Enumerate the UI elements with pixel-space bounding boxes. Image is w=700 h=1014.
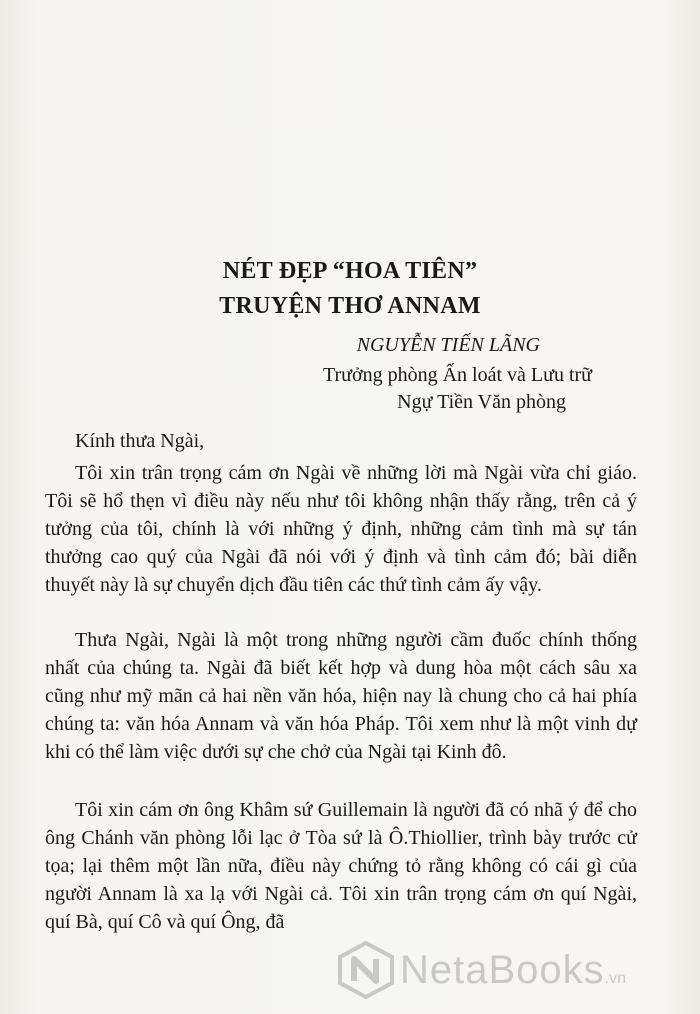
paragraph-2: Thưa Ngài, Ngài là một trong những người cầm đuốc chính thống nhất của chúng ta. Ngài đã biết kết hợp và dung hòa một cách sâu xa cũng như mỹ mãn cả hai nền văn hóa, hiện nay là chung cho cả hai phía chúng ta: văn hóa Annam và văn hóa Pháp. Tôi xem như là một vinh dự khi có thể làm việc dưới sự che chở của Ngài tại Kinh đô. bbox=[45, 629, 637, 763]
watermark-suffix: .vn bbox=[604, 969, 627, 987]
title-line-2: TRUYỆN THƠ ANNAM bbox=[219, 293, 481, 319]
title-line-1: NÉT ĐẸP “HOA TIÊN” bbox=[222, 258, 478, 284]
netabooks-logo-icon bbox=[338, 941, 394, 999]
netabooks-watermark bbox=[338, 938, 688, 1002]
author-name: NGUYỄN TIẾN LÃNG bbox=[356, 334, 540, 356]
watermark-text bbox=[400, 948, 626, 993]
paragraph-1: Tôi xin trân trọng cám ơn Ngài về những lời mà Ngài vừa chỉ giáo. Tôi sẽ hổ thẹn vì điều này nếu như tôi không nhận thấy rằng, trên cả ý tưởng của tôi, chính là với những ý định, những cảm tình mà sự tán thưởng cao quý của Ngài đã nói với ý định và tình cảm đó; bài diễn thuyết này là sự chuyển dịch đầu tiên các thứ tình cảm ấy vậy. bbox=[45, 462, 637, 596]
salutation: Kính thưa Ngài, bbox=[75, 430, 205, 452]
paragraph-3: Tôi xin cám ơn ông Khâm sứ Guillemain là người đã có nhã ý để cho ông Chánh văn phòng lỗi lạc ở Tòa sứ là Ô.Thiollier, trình bày trước cử tọa; lại thêm một lần nữa, điều này chứng tỏ rằng không có cái gì của người Annam là xa lạ với Ngài cả. Tôi xin trân trọng cám ơn quí Ngài, quí Bà, quí Cô và quí Ông, đã bbox=[45, 799, 637, 933]
author-position-line-1: Trưởng phòng Ấn loát và Lưu trữ bbox=[322, 364, 592, 386]
author-position-line-2: Ngự Tiền Văn phòng bbox=[397, 391, 566, 413]
watermark-brand: NetaBooks bbox=[400, 947, 605, 992]
